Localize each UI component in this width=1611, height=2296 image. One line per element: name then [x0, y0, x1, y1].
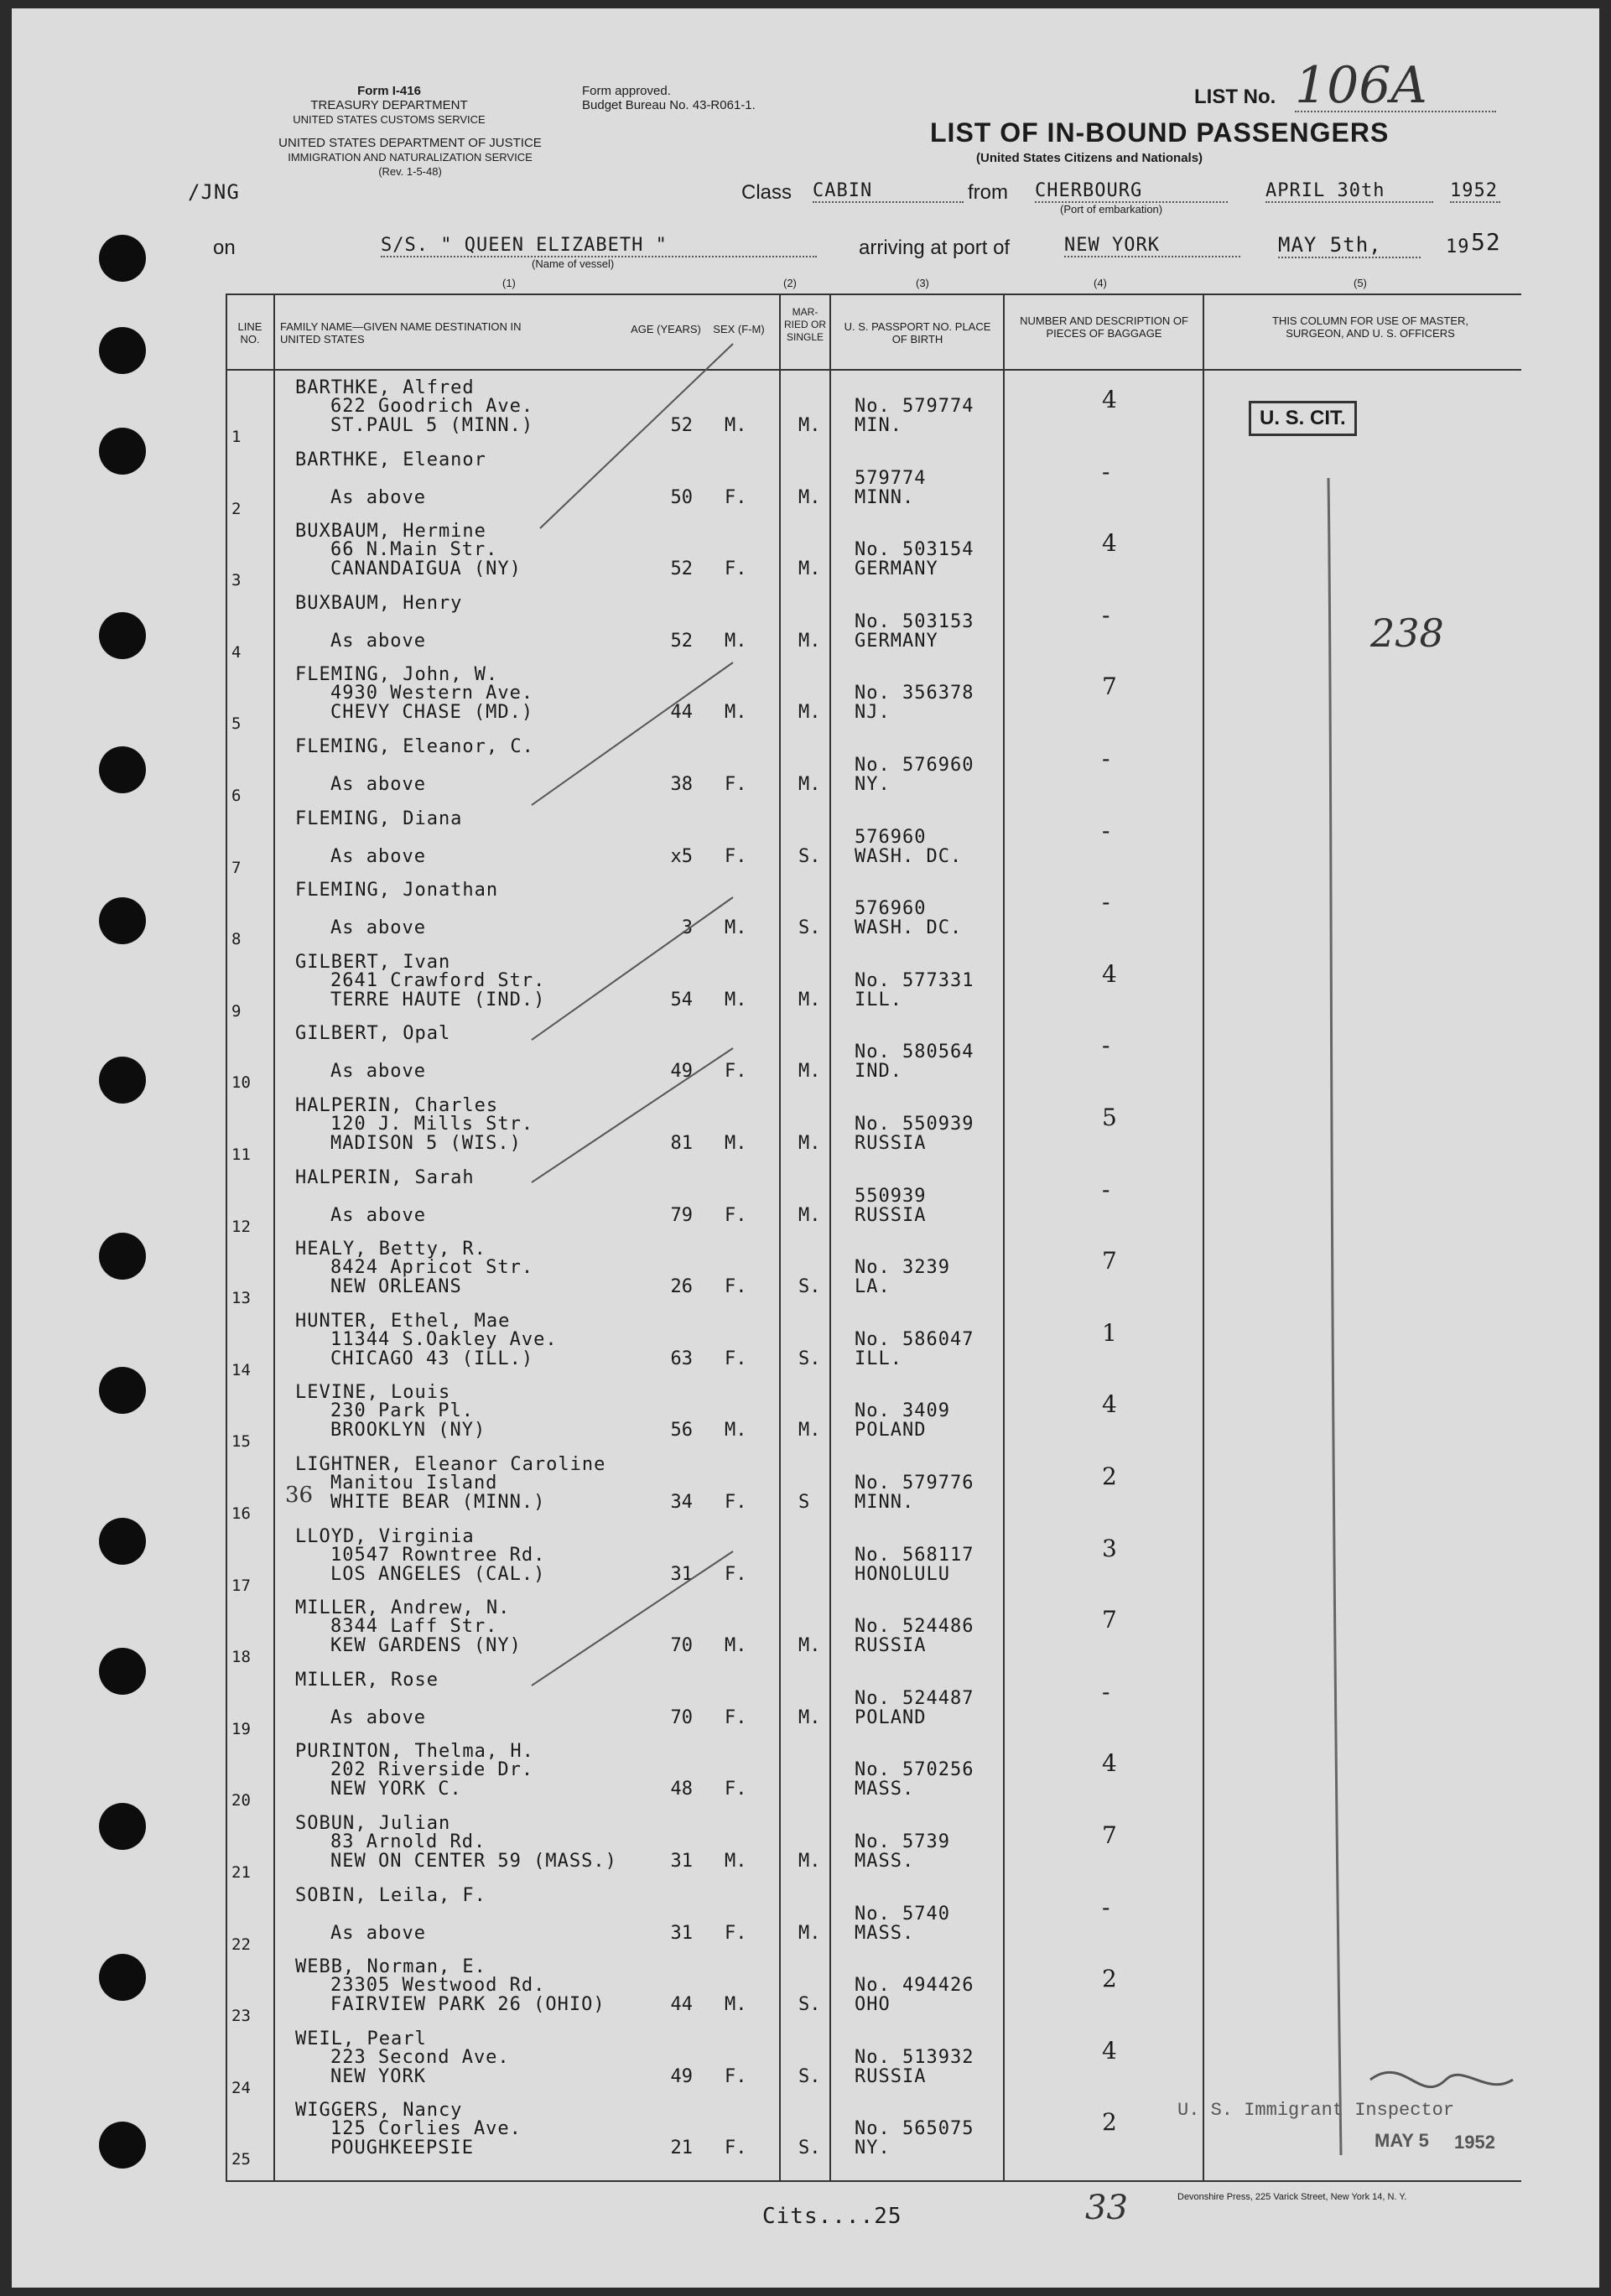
marital-status: M.: [798, 1204, 821, 1226]
approved-label: Form approved.: [582, 84, 671, 98]
passenger-age: 81: [670, 1133, 693, 1154]
passenger-age: 70: [670, 1706, 693, 1728]
line-number: 4: [231, 642, 242, 662]
passenger-destination: As above: [330, 630, 426, 652]
list-no-label: LIST No.: [1194, 86, 1276, 108]
passport-number: No. 565075: [855, 2118, 974, 2140]
passenger-destination: WHITE BEAR (MINN.): [330, 1492, 546, 1513]
baggage-count: 4: [1102, 1749, 1117, 1778]
passport-number: No. 503153: [855, 610, 974, 632]
citizens-total: Cits....25: [762, 2204, 902, 2229]
passenger-name: BUXBAUM, Henry: [295, 592, 463, 614]
line-number: 12: [231, 1217, 251, 1236]
header-sex: SEX (F-M): [713, 323, 765, 335]
passenger-destination: As above: [330, 774, 426, 795]
baggage-count: 4: [1102, 529, 1117, 558]
column-number-5: (5): [1354, 277, 1367, 289]
list-no-value: 106A: [1295, 60, 1496, 112]
us-citizen-stamp: U. S. CIT.: [1249, 401, 1357, 436]
passenger-name: FLEMING, Diana: [295, 808, 463, 829]
line-number: 11: [231, 1145, 251, 1164]
passenger-street: 8344 Laff Str.: [330, 1616, 498, 1638]
passenger-name: BUXBAUM, Hermine: [295, 521, 486, 543]
revision-label: (Rev. 1-5-48): [378, 165, 442, 178]
passenger-age: 34: [670, 1492, 693, 1513]
passenger-street: 202 Riverside Dr.: [330, 1759, 534, 1781]
passenger-name: HALPERIN, Sarah: [295, 1166, 475, 1188]
place-of-birth: ILL.: [855, 989, 902, 1010]
place-of-birth: LA.: [855, 1276, 891, 1298]
passenger-street: 23305 Westwood Rd.: [330, 1975, 546, 1997]
passenger-sex: F.: [725, 558, 747, 580]
header-married-single: MAR-RIED OR SINGLE: [783, 306, 826, 343]
passenger-sex: F.: [725, 1779, 747, 1800]
passport-number: No. 524486: [855, 1616, 974, 1638]
baggage-count: 7: [1102, 673, 1117, 701]
passenger-destination: MADISON 5 (WIS.): [330, 1133, 522, 1154]
arrival-year-suffix: 52: [1471, 228, 1501, 256]
line-number: 5: [231, 714, 242, 734]
header-baggage: NUMBER AND DESCRIPTION OF PIECES OF BAGGAGE: [1020, 314, 1188, 340]
inspection-year-stamp: 1952: [1454, 2132, 1495, 2153]
baggage-count: -: [1102, 1677, 1110, 1706]
line-number: 21: [231, 1863, 251, 1882]
line-number: 8: [231, 930, 242, 949]
manifest-subtitle: (United States Citizens and Nationals): [976, 151, 1203, 165]
passenger-destination: POUGHKEEPSIE: [330, 2138, 474, 2159]
printer-imprint: Devonshire Press, 225 Varick Street, New York 14, N. Y.: [1177, 2192, 1407, 2202]
line-number: 17: [231, 1576, 251, 1595]
baggage-count: -: [1102, 816, 1110, 844]
passenger-sex: F.: [725, 1276, 747, 1298]
passport-number: No. 576960: [855, 755, 974, 776]
passenger-age: 63: [670, 1348, 693, 1369]
marital-status: S.: [798, 2138, 821, 2159]
passenger-age: 48: [670, 1779, 693, 1800]
passport-number: No. 577331: [855, 969, 974, 991]
place-of-birth: MASS.: [855, 1851, 915, 1872]
passenger-age: 56: [670, 1420, 693, 1441]
handwritten-total: 33: [1085, 2189, 1128, 2227]
line-number: 16: [231, 1504, 251, 1523]
line-number: 10: [231, 1073, 251, 1093]
baggage-count: 1: [1102, 1318, 1117, 1347]
line-number: 14: [231, 1360, 251, 1379]
place-of-birth: WASH. DC.: [855, 845, 963, 867]
passenger-sex: M.: [725, 1635, 747, 1657]
column-number-3: (3): [916, 277, 929, 289]
passport-number: No. 494426: [855, 1975, 974, 1997]
header-age: AGE (YEARS): [631, 323, 701, 335]
passenger-destination: CHICAGO 43 (ILL.): [330, 1348, 534, 1369]
line-number: 3: [231, 571, 242, 590]
passenger-age: 44: [670, 1994, 693, 2016]
marital-status: S.: [798, 845, 821, 867]
place-of-birth: IND.: [855, 1061, 902, 1083]
marital-status: S.: [798, 1348, 821, 1369]
passenger-name: HEALY, Betty, R.: [295, 1239, 486, 1260]
baggage-count: -: [1102, 1893, 1110, 1921]
passenger-name: WEIL, Pearl: [295, 2028, 427, 2049]
passenger-age: 70: [670, 1635, 693, 1657]
arrival-port: NEW YORK: [1064, 235, 1240, 257]
passenger-name: LEVINE, Louis: [295, 1382, 451, 1404]
passenger-name: LLOYD, Virginia: [295, 1525, 475, 1547]
place-of-birth: OHO: [855, 1994, 891, 2016]
place-of-birth: HONOLULU: [855, 1563, 950, 1585]
marital-status: M.: [798, 486, 821, 508]
passenger-street: 8424 Apricot Str.: [330, 1257, 534, 1279]
treasury-label: TREASURY DEPARTMENT: [310, 98, 468, 112]
place-of-birth: NY.: [855, 774, 891, 795]
place-of-birth: POLAND: [855, 1706, 927, 1728]
passenger-age: x5: [670, 845, 693, 867]
line-number: 20: [231, 1791, 251, 1810]
column-number-1: (1): [502, 277, 516, 289]
marital-status: S.: [798, 917, 821, 939]
passport-number: No. 513932: [855, 2046, 974, 2068]
passenger-destination: As above: [330, 1061, 426, 1083]
place-of-birth: GERMANY: [855, 558, 938, 580]
passenger-age: 52: [670, 630, 693, 652]
line-number: 19: [231, 1719, 251, 1738]
passenger-destination: As above: [330, 917, 426, 939]
passenger-age: 31: [670, 1563, 693, 1585]
marital-status: M.: [798, 1851, 821, 1872]
passport-number: No. 580564: [855, 1042, 974, 1063]
passport-number: No. 570256: [855, 1759, 974, 1781]
baggage-count: 2: [1102, 1462, 1117, 1490]
place-of-birth: NY.: [855, 2138, 891, 2159]
marital-status: M.: [798, 702, 821, 724]
vessel-caption: (Name of vessel): [532, 257, 615, 270]
passport-number: No. 586047: [855, 1328, 974, 1350]
passenger-street: 66 N.Main Str.: [330, 539, 498, 561]
passenger-street: 11344 S.Oakley Ave.: [330, 1328, 558, 1350]
passenger-street: 4930 Western Ave.: [330, 683, 534, 704]
passenger-sex: M.: [725, 702, 747, 724]
passenger-name: MILLER, Rose: [295, 1669, 439, 1691]
place-of-birth: ILL.: [855, 1348, 902, 1369]
passenger-sex: M.: [725, 415, 747, 436]
passenger-destination: NEW ON CENTER 59 (MASS.): [330, 1851, 617, 1872]
passenger-age: 3: [681, 917, 693, 939]
ins-label: IMMIGRATION AND NATURALIZATION SERVICE: [288, 151, 533, 164]
passenger-sex: M.: [725, 989, 747, 1010]
passenger-destination: TERRE HAUTE (IND.): [330, 989, 546, 1010]
passport-number: No. 3409: [855, 1400, 950, 1422]
passenger-sex: F.: [725, 845, 747, 867]
passport-number: No. 550939: [855, 1114, 974, 1135]
place-of-birth: RUSSIA: [855, 2065, 927, 2087]
manifest-title: LIST OF IN-BOUND PASSENGERS: [930, 117, 1390, 148]
passenger-street: 230 Park Pl.: [330, 1400, 474, 1422]
baggage-count: 4: [1102, 2036, 1117, 2065]
passenger-sex: M.: [725, 1851, 747, 1872]
line-number: 18: [231, 1648, 251, 1667]
passenger-age: 31: [670, 1922, 693, 1944]
passport-number: 576960: [855, 826, 927, 848]
passenger-age: 26: [670, 1276, 693, 1298]
passenger-destination: LOS ANGELES (CAL.): [330, 1563, 546, 1585]
passenger-sex: M.: [725, 1133, 747, 1154]
passenger-street: 622 Goodrich Ave.: [330, 396, 534, 417]
line-number: 6: [231, 787, 242, 805]
line-number: 15: [231, 1432, 251, 1452]
place-of-birth: MASS.: [855, 1922, 915, 1944]
passenger-age: 31: [670, 1851, 693, 1872]
handwritten-36: 36: [285, 1483, 314, 1508]
passenger-street: 125 Corlies Ave.: [330, 2118, 522, 2140]
inspection-date-stamp: MAY 5: [1375, 2130, 1429, 2151]
passenger-street: 223 Second Ave.: [330, 2046, 510, 2068]
passenger-street: 2641 Crawford Str.: [330, 969, 546, 991]
passenger-name: WIGGERS, Nancy: [295, 2100, 463, 2122]
place-of-birth: MIN.: [855, 415, 902, 436]
baggage-count: 4: [1102, 386, 1117, 413]
passenger-destination: KEW GARDENS (NY): [330, 1635, 522, 1657]
marital-status: S.: [798, 1276, 821, 1298]
baggage-count: -: [1102, 888, 1110, 917]
passenger-street: Manitou Island: [330, 1473, 498, 1493]
passenger-name: BARTHKE, Eleanor: [295, 449, 486, 470]
passenger-sex: M.: [725, 1994, 747, 2016]
passenger-sex: M.: [725, 630, 747, 652]
place-of-birth: GERMANY: [855, 630, 938, 652]
passenger-sex: M.: [725, 1420, 747, 1441]
passenger-sex: F.: [725, 1922, 747, 1944]
baggage-count: 7: [1102, 1821, 1117, 1849]
baggage-count: -: [1102, 1031, 1110, 1060]
passenger-destination: NEW YORK C.: [330, 1779, 462, 1800]
passenger-manifest-page: [12, 8, 1599, 2288]
passenger-destination: NEW ORLEANS: [330, 1276, 462, 1298]
place-of-birth: MINN.: [855, 486, 915, 508]
passenger-name: PURINTON, Thelma, H.: [295, 1741, 534, 1763]
arrival-date: MAY 5th,: [1278, 233, 1421, 258]
passenger-street: 120 J. Mills Str.: [330, 1114, 534, 1135]
line-number: 1: [231, 428, 242, 446]
line-number: 7: [231, 858, 242, 877]
passport-number: No. 5739: [855, 1831, 950, 1852]
customs-label: UNITED STATES CUSTOMS SERVICE: [293, 113, 486, 126]
passenger-destination: As above: [330, 1922, 426, 1944]
line-number: 13: [231, 1289, 251, 1308]
inspector-stamp: U. S. Immigrant Inspector: [1177, 2100, 1455, 2121]
passport-number: No. 5740: [855, 1903, 950, 1925]
place-of-birth: NJ.: [855, 702, 891, 724]
passenger-destination: As above: [330, 1706, 426, 1728]
passenger-sex: F.: [725, 1204, 747, 1226]
baggage-count: 2: [1102, 2108, 1117, 2137]
marital-status: M.: [798, 989, 821, 1010]
passport-number: No. 568117: [855, 1544, 974, 1566]
on-label: on: [213, 236, 236, 259]
class-value: CABIN: [813, 180, 964, 203]
place-of-birth: MASS.: [855, 1779, 915, 1800]
passenger-name: LIGHTNER, Eleanor Caroline: [295, 1454, 606, 1475]
column-number-4: (4): [1094, 277, 1107, 289]
passport-number: No. 3239: [855, 1257, 950, 1279]
line-number: 25: [231, 2150, 251, 2169]
passenger-sex: M.: [725, 917, 747, 939]
passenger-name: HALPERIN, Charles: [295, 1095, 499, 1116]
passenger-age: 52: [670, 415, 693, 436]
passport-number: No. 356378: [855, 683, 974, 704]
passport-number: 579774: [855, 467, 927, 489]
marital-status: M.: [798, 1706, 821, 1728]
passenger-age: 79: [670, 1204, 693, 1226]
passenger-age: 54: [670, 989, 693, 1010]
marital-status: M.: [798, 558, 821, 580]
passenger-name: GILBERT, Ivan: [295, 951, 451, 973]
baggage-count: -: [1102, 457, 1110, 486]
pencil-marks: [12, 8, 1599, 2288]
header-line-no: LINE NO.: [237, 320, 262, 345]
marital-status: M.: [798, 1061, 821, 1083]
passport-number: No. 503154: [855, 539, 974, 561]
marital-status: M.: [798, 1922, 821, 1944]
passport-number: No. 579774: [855, 396, 974, 417]
marital-status: M.: [798, 1420, 821, 1441]
passenger-name: MILLER, Andrew, N.: [295, 1597, 511, 1619]
baggage-count: 4: [1102, 1390, 1117, 1419]
passport-number: No. 524487: [855, 1687, 974, 1709]
departure-year: 1952: [1450, 180, 1500, 203]
handwritten-238: 238: [1370, 610, 1444, 656]
form-number: Form I-416: [357, 84, 421, 98]
passenger-sex: F.: [725, 774, 747, 795]
passenger-sex: F.: [725, 486, 747, 508]
passenger-sex: F.: [725, 2065, 747, 2087]
passenger-destination: BROOKLYN (NY): [330, 1420, 486, 1441]
line-number: 24: [231, 2078, 251, 2097]
passenger-age: 38: [670, 774, 693, 795]
passenger-street: 83 Arnold Rd.: [330, 1831, 486, 1852]
passenger-sex: F.: [725, 1061, 747, 1083]
passenger-destination: ST.PAUL 5 (MINN.): [330, 415, 534, 436]
place-of-birth: RUSSIA: [855, 1635, 927, 1657]
column-number-2: (2): [783, 277, 797, 289]
marital-status: S.: [798, 1994, 821, 2016]
header-name-destination: FAMILY NAME—GIVEN NAME DESTINATION IN UNITED STATES: [280, 320, 522, 345]
passenger-name: SOBIN, Leila, F.: [295, 1884, 486, 1906]
marital-status: M.: [798, 1635, 821, 1657]
passenger-name: FLEMING, Eleanor, C.: [295, 736, 534, 757]
arriving-label: arriving at port of: [859, 236, 1011, 259]
passport-number: 550939: [855, 1185, 927, 1207]
place-of-birth: WASH. DC.: [855, 917, 963, 939]
marital-status: M.: [798, 630, 821, 652]
passenger-name: WEBB, Norman, E.: [295, 1956, 486, 1978]
departure-date: APRIL 30th: [1265, 180, 1433, 203]
place-of-birth: MINN.: [855, 1492, 915, 1513]
class-label: Class: [741, 181, 793, 204]
passenger-name: FLEMING, Jonathan: [295, 880, 499, 901]
budget-label: Budget Bureau No. 43-R061-1.: [582, 98, 756, 112]
baggage-count: -: [1102, 1175, 1110, 1203]
passenger-sex: F.: [725, 1492, 747, 1513]
baggage-count: -: [1102, 600, 1110, 629]
passenger-age: 49: [670, 2065, 693, 2087]
passenger-name: BARTHKE, Alfred: [295, 377, 475, 398]
place-of-birth: RUSSIA: [855, 1133, 927, 1154]
from-label: from: [968, 181, 1008, 204]
marital-status: M.: [798, 415, 821, 436]
port-caption: (Port of embarkation): [1060, 203, 1163, 216]
passenger-age: 49: [670, 1061, 693, 1083]
marital-status: M.: [798, 774, 821, 795]
passenger-sex: F.: [725, 2138, 747, 2159]
passenger-age: 50: [670, 486, 693, 508]
passenger-name: SOBUN, Julian: [295, 1813, 451, 1834]
port-of-embarkation: CHERBOURG: [1035, 180, 1228, 203]
line-number: 2: [231, 499, 242, 518]
header-passport-birthplace: U. S. PASSPORT NO. PLACE OF BIRTH: [844, 320, 991, 345]
baggage-count: 2: [1102, 1965, 1117, 1993]
baggage-count: 7: [1102, 1606, 1117, 1634]
passenger-name: HUNTER, Ethel, Mae: [295, 1310, 511, 1332]
passenger-sex: F.: [725, 1563, 747, 1585]
justice-label: UNITED STATES DEPARTMENT OF JUSTICE: [278, 136, 542, 150]
passenger-name: FLEMING, John, W.: [295, 664, 499, 686]
baggage-count: 3: [1102, 1534, 1117, 1562]
passenger-destination: CANANDAIGUA (NY): [330, 558, 522, 580]
arrival-year-prefix: 19: [1446, 236, 1470, 257]
place-of-birth: RUSSIA: [855, 1204, 927, 1226]
passenger-sex: F.: [725, 1348, 747, 1369]
line-number: 22: [231, 1935, 251, 1954]
passenger-name: GILBERT, Opal: [295, 1023, 451, 1045]
baggage-count: -: [1102, 745, 1110, 772]
line-number: 23: [231, 2007, 251, 2026]
baggage-count: 7: [1102, 1247, 1117, 1275]
passenger-age: 52: [670, 558, 693, 580]
passenger-destination: NEW YORK: [330, 2065, 426, 2087]
marital-status: S: [798, 1492, 810, 1513]
header-officers-use: THIS COLUMN FOR USE OF MASTER, SURGEON, AND U. S. OFFICERS: [1271, 314, 1468, 340]
marital-status: M.: [798, 1133, 821, 1154]
line-number: 9: [231, 1001, 242, 1021]
vessel-name: S/S. " QUEEN ELIZABETH ": [381, 235, 817, 257]
marital-status: S.: [798, 2065, 821, 2087]
passenger-destination: FAIRVIEW PARK 26 (OHIO): [330, 1994, 605, 2016]
baggage-count: 4: [1102, 959, 1117, 988]
clerk-initials: /JNG: [188, 180, 240, 204]
passenger-destination: CHEVY CHASE (MD.): [330, 702, 534, 724]
passenger-destination: As above: [330, 486, 426, 508]
baggage-count: 5: [1102, 1104, 1117, 1131]
passenger-age: 44: [670, 702, 693, 724]
passenger-sex: F.: [725, 1706, 747, 1728]
passport-number: 576960: [855, 898, 927, 920]
passenger-destination: As above: [330, 845, 426, 867]
passport-number: No. 579776: [855, 1473, 974, 1493]
passenger-destination: As above: [330, 1204, 426, 1226]
passenger-age: 21: [670, 2138, 693, 2159]
passenger-street: 10547 Rowntree Rd.: [330, 1544, 546, 1566]
place-of-birth: POLAND: [855, 1420, 927, 1441]
